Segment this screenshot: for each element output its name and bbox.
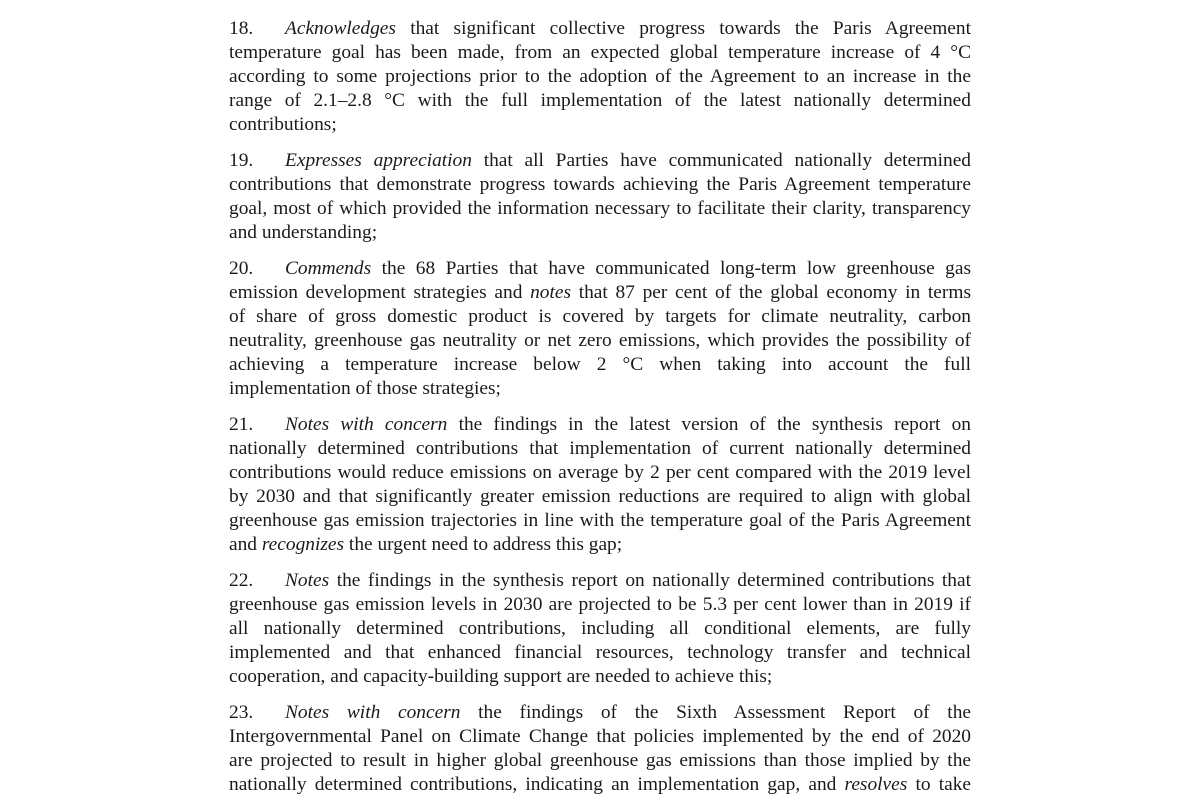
text-run: and understanding; bbox=[229, 222, 378, 243]
text-line bbox=[229, 41, 971, 65]
text-run: range of 2.1–2.8 °C with the full implementation of the latest nationally determined bbox=[229, 90, 971, 111]
italic-keyword: Notes with concern bbox=[285, 414, 448, 435]
italic-keyword: recognizes bbox=[261, 534, 345, 555]
text-line bbox=[229, 173, 971, 197]
text-run: contributions would reduce emissions on average by 2 per cent compared with the 2019 level bbox=[229, 462, 971, 483]
text-run: emission development strategies and bbox=[229, 282, 531, 303]
text-run: implemented and that enhanced financial resources, technology transfer and technical bbox=[229, 642, 971, 663]
text-run: temperature goal has been made, from an expected global temperature increase of 4 °C bbox=[229, 42, 971, 63]
text-line bbox=[229, 437, 971, 461]
text-line bbox=[229, 89, 971, 113]
text-run: achieving a temperature increase below 2 °C when taking into account the full bbox=[229, 354, 971, 375]
text-run: the findings of the Sixth Assessment Report of the bbox=[460, 702, 971, 723]
paragraph-19 bbox=[229, 149, 971, 245]
text-run: of share of gross domestic product is covered by targets for climate neutrality, carbon bbox=[229, 306, 971, 327]
text-run: the 68 Parties that have communicated long-term low greenhouse gas bbox=[371, 258, 971, 279]
paragraph-23 bbox=[229, 701, 971, 797]
text-line bbox=[229, 353, 971, 377]
text-line bbox=[229, 413, 971, 437]
text-line bbox=[229, 197, 971, 221]
text-line bbox=[229, 461, 971, 485]
text-line bbox=[229, 221, 971, 245]
text-line bbox=[229, 281, 971, 305]
text-line bbox=[229, 65, 971, 89]
text-line bbox=[229, 593, 971, 617]
text-run: the findings in the latest version of the synthesis report on bbox=[447, 414, 971, 435]
text-run: that 87 per cent of the global economy in terms bbox=[571, 282, 972, 303]
text-run: goal, most of which provided the information necessary to facilitate their clarity, transparency bbox=[229, 198, 971, 219]
text-run: cooperation, and capacity-building support are needed to achieve this; bbox=[229, 666, 773, 687]
text-run: Intergovernmental Panel on Climate Change that policies implemented by the end of 2020 bbox=[229, 726, 971, 747]
text-run: to take bbox=[907, 774, 971, 795]
paragraph-number: 18. bbox=[229, 18, 254, 39]
text-run: neutrality, greenhouse gas neutrality or net zero emissions, which provides the possibility of bbox=[229, 330, 971, 351]
text-run: that significant collective progress towards the Paris Agreement bbox=[395, 18, 971, 39]
text-run: and bbox=[229, 534, 262, 555]
text-run: according to some projections prior to the adoption of the Agreement to an increase in the bbox=[229, 66, 971, 87]
italic-keyword: Notes with concern bbox=[285, 702, 461, 723]
paragraph-number: 22. bbox=[229, 570, 254, 591]
text-run: that all Parties have communicated nationally determined bbox=[471, 150, 971, 171]
text-run: greenhouse gas emission trajectories in line with the temperature goal of the Paris Agreement bbox=[229, 510, 971, 531]
text-line bbox=[229, 17, 971, 41]
italic-keyword: Acknowledges bbox=[285, 18, 396, 39]
text-line bbox=[229, 617, 971, 641]
text-run: the findings in the synthesis report on nationally determined contributions that bbox=[329, 570, 971, 591]
italic-keyword: Notes bbox=[285, 570, 330, 591]
text-line bbox=[229, 113, 971, 137]
text-line bbox=[229, 329, 971, 353]
text-run: greenhouse gas emission levels in 2030 are projected to be 5.3 per cent lower than in 2019 if bbox=[229, 594, 971, 615]
paragraph-21 bbox=[229, 413, 971, 557]
paragraph-number: 19. bbox=[229, 150, 254, 171]
text-line bbox=[229, 485, 971, 509]
paragraph-number: 23. bbox=[229, 702, 254, 723]
text-run: the urgent need to address this gap; bbox=[344, 534, 623, 555]
paragraph-20 bbox=[229, 257, 971, 401]
text-line bbox=[229, 665, 971, 689]
text-run: contributions; bbox=[229, 114, 337, 135]
italic-keyword: resolves bbox=[844, 774, 908, 795]
text-run: all nationally determined contributions, including all conditional elements, are fully bbox=[229, 618, 971, 639]
text-run: are projected to result in higher global greenhouse gas emissions than those implied by the bbox=[229, 750, 971, 771]
text-line bbox=[229, 377, 971, 401]
text-run: contributions that demonstrate progress towards achieving the Paris Agreement temperature bbox=[229, 174, 971, 195]
italic-keyword: Expresses appreciation bbox=[285, 150, 472, 171]
text-line bbox=[229, 569, 971, 593]
text-line bbox=[229, 773, 971, 797]
text-line bbox=[229, 257, 971, 281]
text-run: nationally determined contributions that implementation of current nationally determined bbox=[229, 438, 971, 459]
paragraph-22 bbox=[229, 569, 971, 689]
text-line bbox=[229, 641, 971, 665]
text-run: by 2030 and that significantly greater emission reductions are required to align with global bbox=[229, 486, 971, 507]
text-run: nationally determined contributions, indicating an implementation gap, and bbox=[229, 774, 845, 795]
document-page bbox=[229, 17, 971, 809]
italic-keyword: notes bbox=[530, 282, 572, 303]
text-line bbox=[229, 749, 971, 773]
paragraph-18 bbox=[229, 17, 971, 137]
italic-keyword: Commends bbox=[285, 258, 372, 279]
text-line bbox=[229, 533, 971, 557]
paragraph-number: 21. bbox=[229, 414, 254, 435]
text-line bbox=[229, 305, 971, 329]
paragraph-number: 20. bbox=[229, 258, 254, 279]
text-line bbox=[229, 149, 971, 173]
text-line bbox=[229, 509, 971, 533]
text-line bbox=[229, 725, 971, 749]
text-run: implementation of those strategies; bbox=[229, 378, 501, 399]
text-line bbox=[229, 701, 971, 725]
